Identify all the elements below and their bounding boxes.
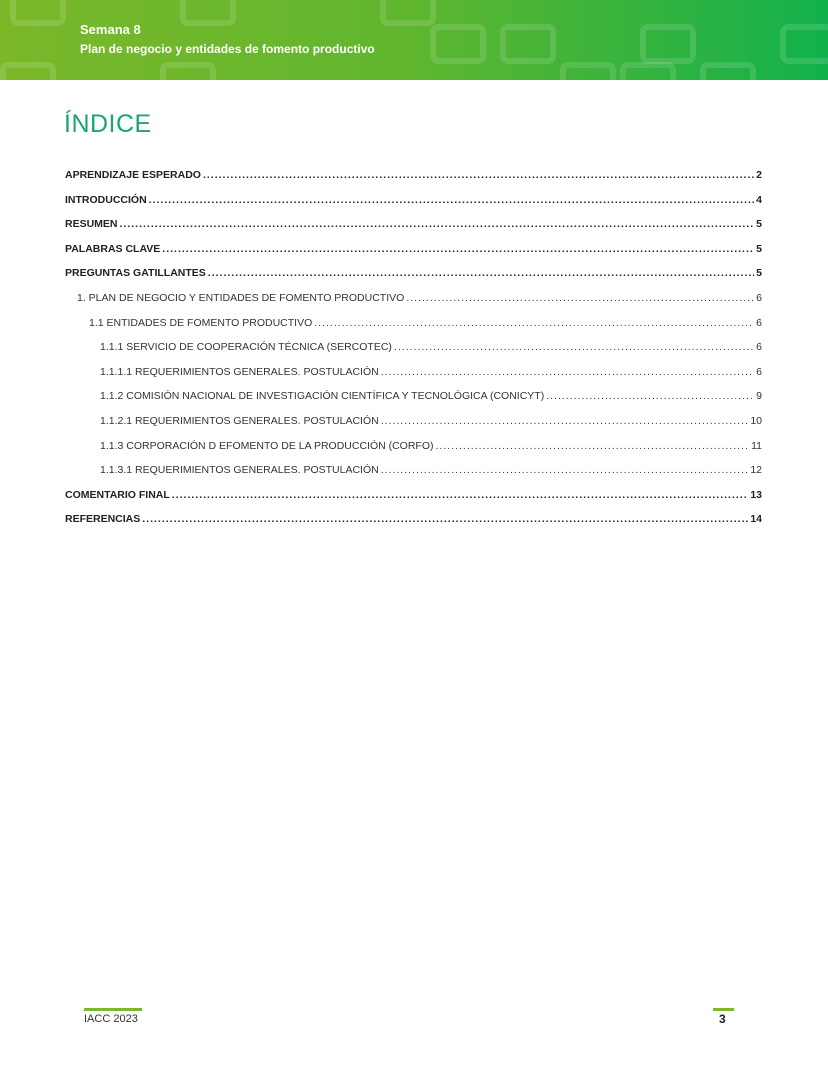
toc-entry[interactable] xyxy=(65,292,762,317)
toc-entry-label: APRENDIZAJE ESPERADO xyxy=(65,169,201,181)
toc-entry[interactable] xyxy=(65,341,762,366)
header-subtitle: Plan de negocio y entidades de fomento productivo xyxy=(80,42,375,56)
toc-entry-label: 1. PLAN DE NEGOCIO Y ENTIDADES DE FOMENTO PRODUCTIVO xyxy=(77,291,405,304)
toc-entry[interactable] xyxy=(65,489,762,514)
toc-entry-label: COMENTARIO FINAL xyxy=(65,488,170,501)
toc-entry[interactable] xyxy=(65,317,762,342)
page-header-banner xyxy=(0,0,828,80)
toc-entry-page: 12 xyxy=(750,464,762,477)
toc-dot-leader xyxy=(203,169,754,181)
toc-entry[interactable] xyxy=(65,415,762,440)
toc-entry-page: 2 xyxy=(756,169,762,181)
toc-entry-page: 5 xyxy=(756,267,762,280)
toc-entry-label: PREGUNTAS GATILLANTES xyxy=(65,267,206,280)
toc-entry[interactable] xyxy=(65,440,762,465)
toc-dot-leader xyxy=(142,513,748,525)
toc-entry[interactable] xyxy=(65,194,762,219)
toc-dot-leader xyxy=(381,366,754,378)
table-of-contents xyxy=(65,169,762,538)
toc-entry[interactable] xyxy=(65,218,762,243)
toc-dot-leader xyxy=(314,317,754,329)
toc-entry-label: INTRODUCCIÓN xyxy=(65,193,147,206)
toc-entry[interactable] xyxy=(65,464,762,489)
toc-entry-page: 11 xyxy=(751,439,762,452)
toc-dot-leader xyxy=(381,415,749,427)
toc-dot-leader xyxy=(120,218,755,230)
toc-entry-label: 1.1 ENTIDADES DE FOMENTO PRODUCTIVO xyxy=(89,316,313,329)
toc-entry-label: 1.1.1.1 REQUERIMIENTOS GENERALES. POSTULACIÓN xyxy=(100,365,379,378)
toc-dot-leader xyxy=(208,267,754,279)
toc-entry-label: 1.1.3.1 REQUERIMIENTOS GENERALES. POSTULACIÓN xyxy=(100,464,379,477)
toc-dot-leader xyxy=(436,440,750,452)
toc-dot-leader xyxy=(406,292,754,304)
toc-entry[interactable] xyxy=(65,169,762,194)
toc-dot-leader xyxy=(162,243,754,255)
toc-entry-label: 1.1.2.1 REQUERIMIENTOS GENERALES. POSTULACIÓN xyxy=(100,414,379,427)
toc-dot-leader xyxy=(394,341,754,353)
footer-accent-bar xyxy=(84,1008,142,1011)
toc-entry[interactable] xyxy=(65,513,762,538)
toc-entry-page: 6 xyxy=(756,291,762,304)
toc-entry-page: 6 xyxy=(756,365,762,378)
page-title: ÍNDICE xyxy=(64,110,152,138)
toc-entry[interactable] xyxy=(65,267,762,292)
toc-entry-label: 1.1.1 SERVICIO DE COOPERACIÓN TÉCNICA (SERCOTEC) xyxy=(100,341,392,354)
toc-dot-leader xyxy=(149,194,754,206)
page-number-accent-bar xyxy=(713,1008,734,1011)
toc-entry-label: RESUMEN xyxy=(65,218,118,231)
header-week: Semana 8 xyxy=(80,22,141,37)
toc-entry-page: 5 xyxy=(756,218,762,231)
toc-entry[interactable] xyxy=(65,366,762,391)
toc-entry-label: 1.1.3 CORPORACIÓN D EFOMENTO DE LA PRODUCCIÓN (CORFO) xyxy=(100,439,434,452)
toc-dot-leader xyxy=(546,390,754,402)
toc-dot-leader xyxy=(381,464,749,476)
toc-entry-page: 14 xyxy=(750,513,762,526)
footer-label: IACC 2023 xyxy=(84,1013,138,1025)
toc-entry[interactable] xyxy=(65,390,762,415)
toc-entry-page: 6 xyxy=(756,316,762,329)
toc-entry-page: 5 xyxy=(756,242,762,255)
toc-entry-label: PALABRAS CLAVE xyxy=(65,242,161,255)
toc-entry-label: REFERENCIAS xyxy=(65,513,141,526)
toc-entry[interactable] xyxy=(65,243,762,268)
toc-entry-page: 13 xyxy=(750,488,762,501)
toc-entry-page: 4 xyxy=(756,193,762,206)
toc-dot-leader xyxy=(172,489,749,501)
toc-entry-label: 1.1.2 COMISIÓN NACIONAL DE INVESTIGACIÓN CIENTÍFICA Y TECNOLÓGICA (CONICYT) xyxy=(100,390,545,403)
toc-entry-page: 6 xyxy=(756,341,762,354)
page-number: 3 xyxy=(719,1012,726,1026)
toc-entry-page: 10 xyxy=(750,414,762,427)
toc-entry-page: 9 xyxy=(756,390,762,403)
